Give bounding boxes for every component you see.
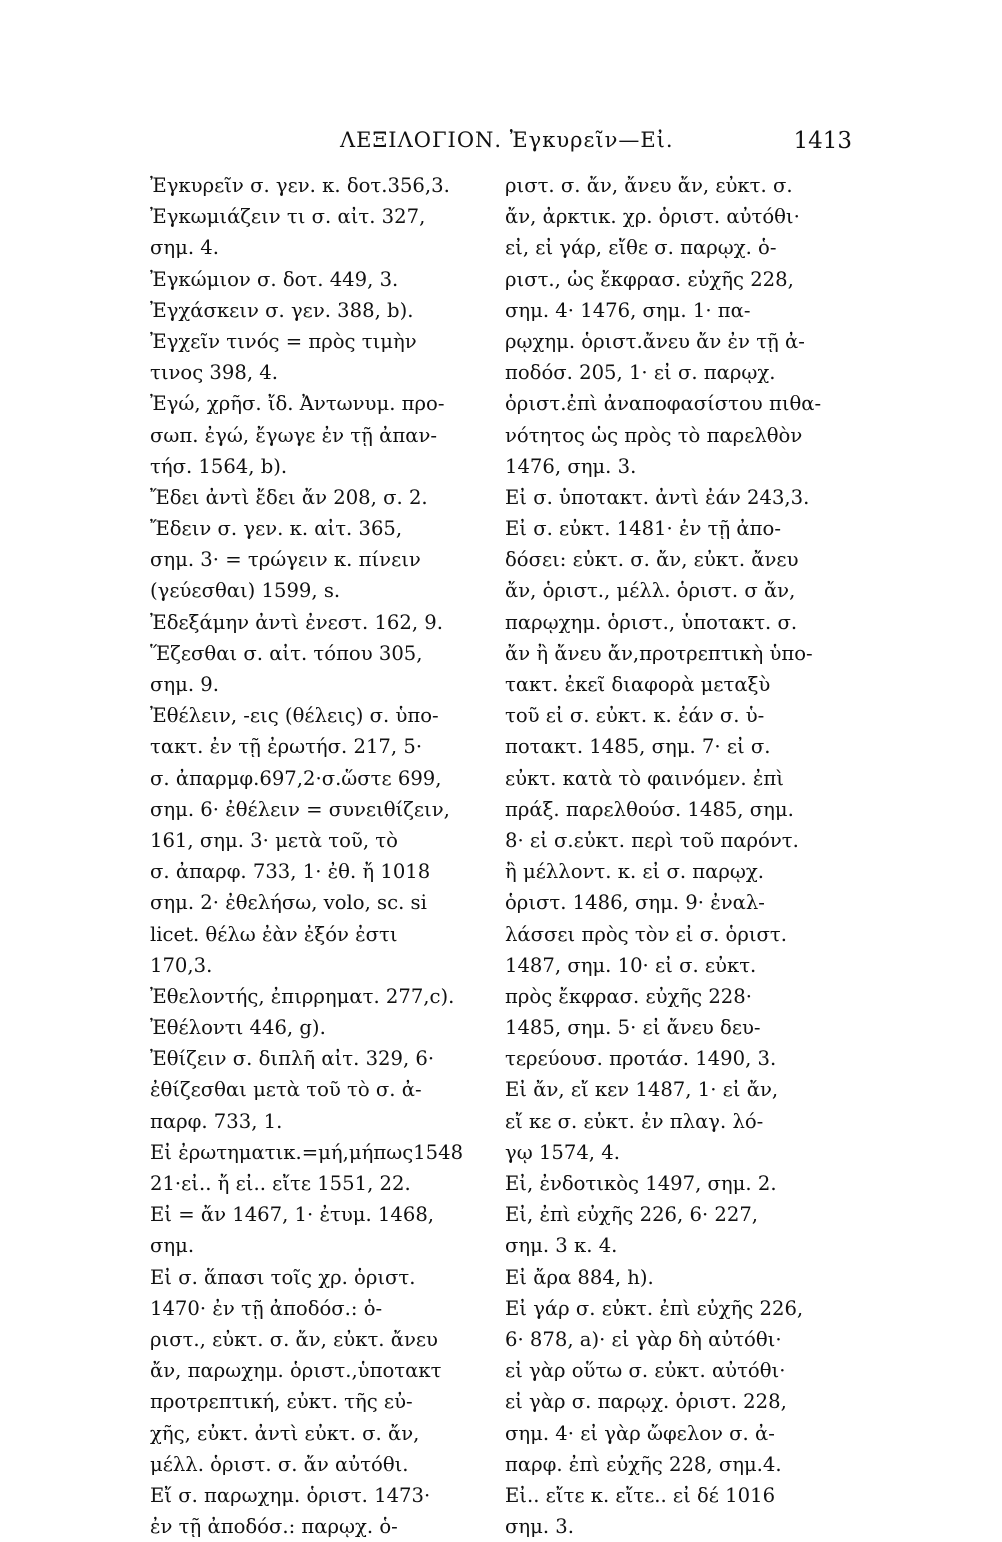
entry-line: Ἐγώ, χρῆσ. ἴδ. Ἀντωνυμ. προ- [150,392,445,416]
entry-line: 170,3. [150,953,213,977]
entry-line: τακτ. ἐκεῖ διαφορὰ μεταξὺ [505,673,771,696]
entry-line: Ἐθέλοντι 446, g). [150,1016,326,1040]
entry-line: ἐν τῇ ἀποδόσ.: παρῳχ. ὁ- [150,1515,398,1539]
entry-line: Εἰ ἄρα 884, h). [505,1265,654,1289]
entry-line: ἄν ἢ ἄνευ ἄν,προτρεπτικὴ ὑπο- [505,641,813,665]
entry-line: σ. ἀπαρμφ.697,2·σ.ὥστε 699, [150,766,442,790]
entry-line: 21·εἰ.. ἤ εἰ.. εἴτε 1551, 22. [150,1172,411,1195]
entry-line: σωπ. ἐγώ, ἔγωγε ἐν τῇ ἀπαν- [150,423,437,447]
entry-line: πράξ. παρελθούσ. 1485, σημ. [505,797,794,821]
entry-line: πρὸς ἔκφρασ. εὐχῆς 228· [505,984,752,1008]
entry-line: Ἐγχάσκειν σ. γεν. 388, b). [150,298,414,322]
entry-line: σημ. [150,1234,195,1258]
entry-line: ριστ., ὡς ἔκφρασ. εὐχῆς 228, [505,267,794,291]
entry-line: σημ. 6· ἐθέλειν = συνειθίζειν, [150,797,450,821]
entry-line: εὐκτ. κατὰ τὸ φαινόμεν. ἐπὶ [505,766,784,790]
entry-line: παρῳχημ. ὁριστ., ὑποτακτ. σ. [505,610,798,634]
entry-line: σ. ἀπαρφ. 733, 1· ἐθ. ἤ 1018 [150,860,431,884]
entry-line: Εἰ σ. εὐκτ. 1481· ἐν τῇ ἀπο- [505,517,781,541]
entry-line: εἰ, εἰ γάρ, εἴθε σ. παρῳχ. ὁ- [505,236,777,260]
right-column [505,170,850,1542]
entry-line: ἄν, ἀρκτικ. χρ. ὁριστ. αὐτόθι· [505,205,800,229]
entry-line: τοῦ εἰ σ. εὐκτ. κ. ἐάν σ. ὑ- [505,704,765,728]
entry-line: Ἕζεσθαι σ. αἰτ. τόπου 305, [150,641,423,665]
entry-line: ὁριστ. 1486, σημ. 9· ἐναλ- [505,891,765,915]
entry-line: παρφ. 733, 1. [150,1109,283,1133]
entry-line: εἰ γὰρ οὕτω σ. εὐκτ. αὐτόθι· [505,1359,786,1383]
entry-line: Εἰ σ. ὑποτακτ. ἀντὶ ἐάν 243,3. [505,485,810,509]
entry-line: εἰ γὰρ σ. παρῳχ. ὁριστ. 228, [505,1390,787,1414]
entry-line: Εἰ.. εἴτε κ. εἴτε.. εἰ δέ 1016 [505,1483,776,1507]
entry-line: ριστ., εὐκτ. σ. ἄν, εὐκτ. ἄνευ [150,1327,438,1351]
entry-line: Εἰ ἄν, εἴ κεν 1487, 1· εἰ ἄν, [505,1078,779,1102]
entry-line: Ἐθίζειν σ. διπλῆ αἰτ. 329, 6· [150,1047,435,1071]
entry-line: Ἐγχεῖν τινός = πρὸς τιμὴν [150,329,417,353]
entry-line: 1470· ἐν τῇ ἀποδόσ.: ὁ- [150,1296,383,1320]
entry-line: Ἐθελοντής, ἐπιρρηματ. 277,c). [150,984,455,1008]
entry-line: μέλλ. ὁριστ. σ. ἄν αὐτόθι. [150,1452,409,1476]
entry-line: Ἐγκωμιάζειν τι σ. αἰτ. 327, [150,205,426,229]
entry-line: Εἰ ἐρωτηματικ.=μή,μήπως1548 [150,1140,464,1164]
entry-line: Ἐδεξάμην ἀντὶ ἐνεστ. 162, 9. [150,610,443,634]
entry-line: ποδόσ. 205, 1· εἰ σ. παρῳχ. [505,361,776,385]
entry-line: Εἴ σ. παρωχημ. ὁριστ. 1473· [150,1483,431,1507]
entry-line: ρῳχημ. ὁριστ.ἄνευ ἄν ἐν τῇ ἀ- [505,329,805,353]
entry-line: νότητος ὡς πρὸς τὸ παρελθὸν [505,423,803,447]
entry-line: σημ. 2· ἐθελήσω, volo, sc. si [150,891,427,915]
entry-line: Εἰ, ἐπὶ εὐχῆς 226, 6· 227, [505,1203,759,1227]
entry-line: licet. θέλω ἐὰν ἐξόν ἐστι [150,922,398,946]
entry-line: εἴ κε σ. εὐκτ. ἐν πλαγ. λό- [505,1109,764,1133]
entry-line: 1485, σημ. 5· εἰ ἄνευ δευ- [505,1016,761,1040]
entry-line: σημ. 4. [150,236,219,260]
entry-line: τινος 398, 4. [150,361,278,385]
entry-line: Ἐγκυρεῖν σ. γεν. κ. δοτ.356,3. [150,174,450,197]
entry-line: λάσσει πρὸς τὸν εἰ σ. ὁριστ. [505,922,787,946]
entry-line: σημ. 3 κ. 4. [505,1234,618,1258]
entry-line: δόσει: εὐκτ. σ. ἄν, εὐκτ. ἄνευ [505,548,799,572]
entry-line: Ἔδει ἀντὶ ἔδει ἄν 208, σ. 2. [150,485,428,509]
entry-line: σημ. 4· εἰ γὰρ ὤφελον σ. ἀ- [505,1421,775,1445]
entry-line: (γεύεσθαι) 1599, s. [150,579,341,603]
entry-line: τήσ. 1564, b). [150,454,288,478]
entry-line: γῳ 1574, 4. [505,1140,620,1164]
entry-line: ἐθίζεσθαι μετὰ τοῦ τὸ σ. ἀ- [150,1078,422,1102]
entry-line: σημ. 9. [150,673,219,696]
running-title: ΛΕΞΙΛΟΓΙΟΝ. Ἐγκυρεῖν—Εἰ. [340,128,674,152]
entry-line: ποτακτ. 1485, σημ. 7· εἰ σ. [505,735,771,759]
entry-line: Εἰ σ. ἅπασι τοῖς χρ. ὁριστ. [150,1265,416,1289]
entry-line: σημ. 4· 1476, σημ. 1· πα- [505,298,751,322]
entry-line: Εἰ, ἐνδοτικὸς 1497, σημ. 2. [505,1172,777,1195]
entry-line: 161, σημ. 3· μετὰ τοῦ, τὸ [150,828,398,852]
entry-line: Ἐγκώμιον σ. δοτ. 449, 3. [150,267,399,291]
entry-line: σημ. 3· = τρώγειν κ. πίνειν [150,548,421,572]
page-header [340,128,852,164]
entry-line: τερεύουσ. προτάσ. 1490, 3. [505,1047,777,1071]
entry-line: Ἐθέλειν, -εις (θέλεις) σ. ὑπο- [150,704,439,728]
left-column [150,170,490,1542]
entry-line: ἄν, παρωχημ. ὁριστ.,ὑποτακτ [150,1359,442,1383]
entry-line: ὁριστ.ἐπὶ ἀναποφασίστου πιθα- [505,392,822,416]
entry-line: Ἔδειν σ. γεν. κ. αἰτ. 365, [150,517,403,541]
entry-line: τακτ. ἐν τῇ ἐρωτήσ. 217, 5· [150,735,423,759]
entry-line: 1476, σημ. 3. [505,454,637,478]
entry-line: Εἰ = ἄν 1467, 1· ἐτυμ. 1468, [150,1203,435,1227]
entry-line: παρφ. ἐπὶ εὐχῆς 228, σημ.4. [505,1452,782,1476]
entry-line: 1487, σημ. 10· εἰ σ. εὐκτ. [505,953,757,977]
entry-line: 8· εἰ σ.εὐκτ. περὶ τοῦ παρόντ. [505,828,799,852]
entry-line: χῆς, εὐκτ. ἀντὶ εὐκτ. σ. ἄν, [150,1421,420,1445]
entry-line: προτρεπτική, εὐκτ. τῆς εὐ- [150,1390,413,1414]
entry-line: Εἰ γάρ σ. εὐκτ. ἐπὶ εὐχῆς 226, [505,1296,804,1320]
entry-line: ἢ μέλλοντ. κ. εἰ σ. παρῳχ. [505,860,764,884]
page-number: 1413 [793,128,852,154]
entry-line: σημ. 3. [505,1515,574,1539]
entry-line: ἄν, ὁριστ., μέλλ. ὁριστ. σ ἄν, [505,579,796,603]
entry-line: 6· 878, a)· εἰ γὰρ δὴ αὐτόθι· [505,1327,782,1351]
entry-line: ριστ. σ. ἄν, ἄνευ ἄν, εὐκτ. σ. [505,174,793,197]
